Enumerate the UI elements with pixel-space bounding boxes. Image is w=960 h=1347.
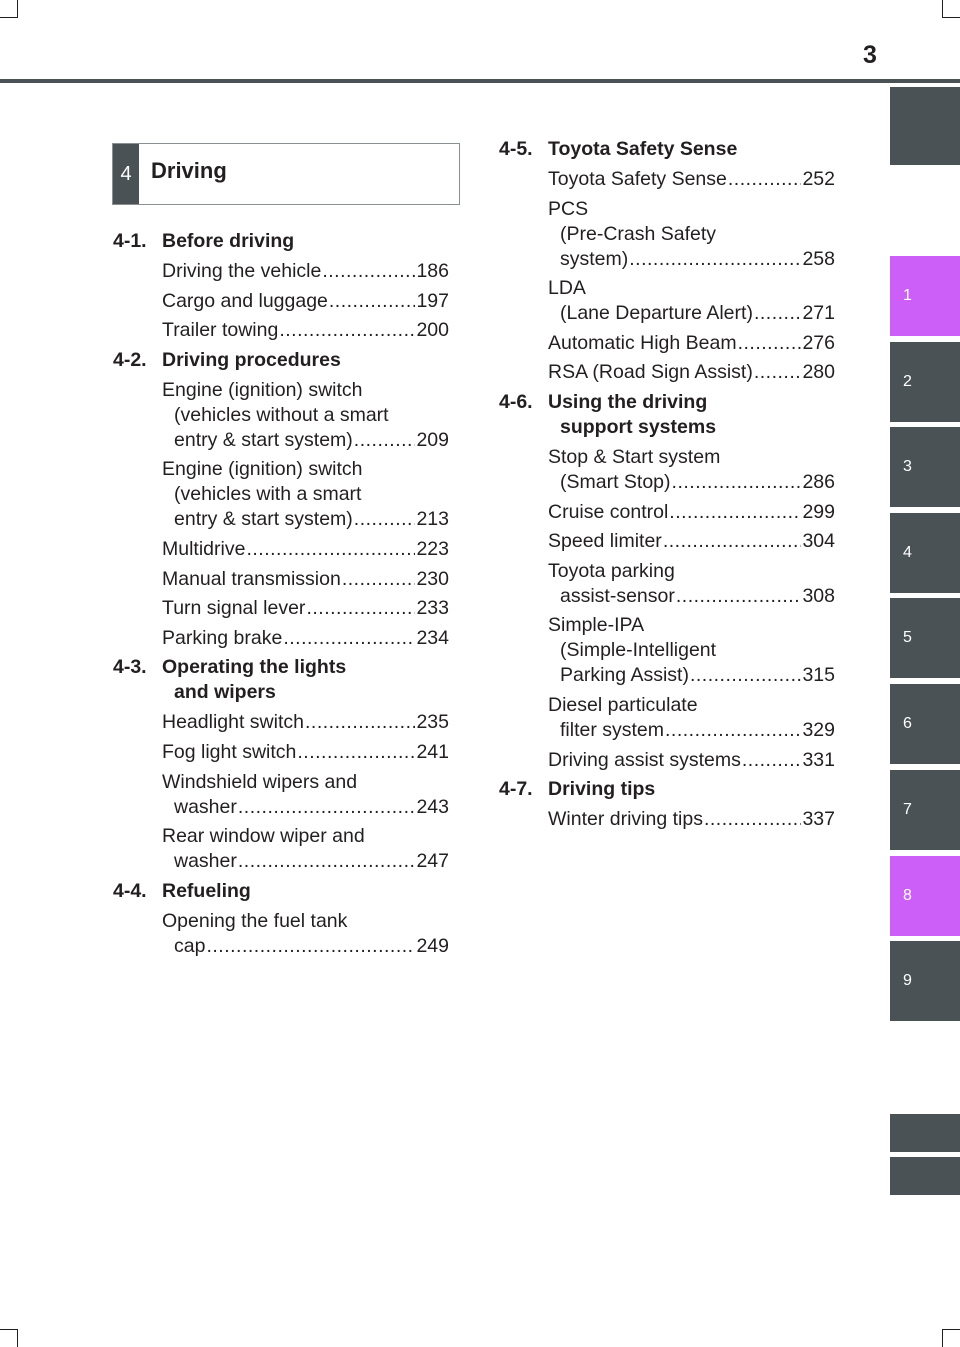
toc-entry-text: entry & start system)	[174, 428, 353, 451]
toc-entry[interactable]	[548, 529, 835, 554]
crop-mark	[0, 17, 18, 18]
toc-entry-text: Driving the vehicle	[162, 260, 322, 282]
toc-group	[113, 879, 449, 959]
toc-group-title	[162, 879, 449, 904]
toc-group-heading[interactable]	[113, 229, 449, 254]
dot-leader	[728, 167, 802, 192]
toc-entry-text: Rear window wiper and	[162, 825, 365, 848]
dot-leader	[342, 567, 416, 592]
chapter-tab-7[interactable]: 7	[890, 770, 960, 850]
dot-leader	[305, 710, 415, 735]
dot-leader	[279, 318, 415, 343]
toc-entry[interactable]	[162, 378, 449, 453]
toc-entry[interactable]	[162, 824, 449, 874]
toc-group	[499, 137, 835, 385]
toc-group-number: 4-6.	[499, 390, 533, 413]
toc-entry[interactable]	[548, 445, 835, 495]
toc-entry-text: Windshield wipers and	[162, 770, 358, 793]
toc-entry-text: Speed limiter	[548, 530, 662, 553]
dot-leader	[238, 795, 416, 820]
chapter-tab-4[interactable]: 4	[890, 513, 960, 593]
dot-leader	[676, 584, 802, 609]
toc-entry-page: 337	[802, 808, 835, 831]
dot-leader	[283, 626, 415, 651]
toc-entry-text: Turn signal lever	[162, 597, 306, 620]
chapter-tab-blank[interactable]	[890, 87, 960, 165]
toc-entry-page: 308	[802, 584, 835, 607]
toc-group-title	[548, 777, 835, 802]
toc-group-heading[interactable]	[499, 777, 835, 802]
crop-mark	[17, 0, 18, 18]
dot-leader	[742, 748, 802, 773]
dot-leader	[672, 470, 802, 495]
toc-entry[interactable]	[162, 567, 449, 592]
toc-group-title	[548, 390, 835, 440]
toc-group-heading[interactable]	[499, 137, 835, 162]
toc-entry[interactable]	[162, 710, 449, 735]
toc-group-heading[interactable]	[499, 390, 835, 440]
dot-leader	[329, 289, 416, 314]
toc-group-title-line: Refueling	[162, 879, 251, 902]
toc-group-title-line: Driving tips	[548, 778, 656, 801]
toc-entry[interactable]	[162, 626, 449, 651]
toc-entry-text: (vehicles with a smart	[174, 483, 362, 506]
toc-entry-text: Parking brake	[162, 626, 283, 649]
toc-entry-text: PCS	[548, 197, 589, 220]
toc-entry-page: 235	[416, 711, 449, 734]
toc-entry-text: (Simple-Intelligent	[560, 639, 717, 662]
chapter-tab-blank[interactable]	[890, 1157, 960, 1195]
toc-entry[interactable]	[548, 360, 835, 385]
dot-leader	[663, 529, 802, 554]
toc-entry-text: Cargo and luggage	[162, 289, 328, 312]
page-number: 3	[863, 41, 877, 69]
toc-entry-page: 280	[802, 361, 835, 384]
crop-mark	[942, 17, 960, 18]
toc-entry-text: (Pre-Crash Safety	[560, 222, 717, 245]
toc-entry[interactable]	[548, 331, 835, 356]
dot-leader	[206, 934, 415, 959]
toc-entry-text: (Lane Departure Alert)	[560, 302, 753, 325]
toc-group-title-line: and wipers	[174, 681, 276, 704]
crop-mark	[942, 0, 943, 18]
crop-mark	[0, 1329, 18, 1330]
toc-group-number: 4-7.	[499, 778, 533, 801]
toc-group	[499, 777, 835, 832]
toc-entry-text: Winter driving tips	[548, 808, 703, 831]
toc-entry[interactable]	[162, 909, 449, 959]
section-number: 4	[113, 144, 139, 204]
chapter-tab-blank[interactable]	[890, 1114, 960, 1152]
toc-entry-text: Automatic High Beam	[548, 331, 737, 354]
header-rule	[0, 79, 960, 83]
chapter-tab-2[interactable]: 2	[890, 342, 960, 422]
crop-mark	[942, 1329, 943, 1347]
toc-entry[interactable]	[548, 559, 835, 609]
toc-entry-page: 247	[416, 850, 449, 873]
toc-entry-page: 249	[416, 934, 449, 957]
toc-entry-page: 329	[802, 718, 835, 741]
toc-entry[interactable]	[548, 167, 835, 192]
toc-entry-text: cap	[174, 934, 206, 957]
toc-entry[interactable]	[162, 740, 449, 765]
toc-group-title-line: support systems	[560, 415, 717, 438]
chapter-tab-1[interactable]: 1	[890, 256, 960, 336]
toc-entry-page: 223	[416, 537, 449, 560]
toc-entry-page: 234	[416, 626, 449, 649]
dot-leader	[246, 537, 415, 562]
toc-entry-text: (vehicles without a smart	[174, 403, 389, 426]
toc-entry-text: Toyota Safety Sense	[548, 168, 727, 190]
toc-entry-text: system)	[560, 247, 629, 270]
toc-entry-page: 258	[802, 247, 835, 270]
dot-leader	[665, 718, 801, 743]
section-heading	[112, 143, 460, 205]
toc-entry-text: (Smart Stop)	[560, 470, 671, 493]
toc-entry-text: Fog light switch	[162, 740, 297, 763]
toc-entry-page: 241	[416, 740, 449, 763]
toc-entry[interactable]	[162, 457, 449, 532]
toc-entry[interactable]	[162, 318, 449, 343]
toc-entry-page: 252	[802, 168, 835, 190]
toc-entry-page: 186	[416, 260, 449, 282]
chapter-tab-5[interactable]: 5	[890, 598, 960, 678]
toc-entry-text: RSA (Road Sign Assist)	[548, 361, 753, 384]
toc-entry[interactable]	[162, 537, 449, 562]
toc-group-title-line: Toyota Safety Sense	[548, 138, 738, 160]
toc-entry-text: Opening the fuel tank	[162, 909, 348, 932]
toc-group-number: 4-4.	[113, 879, 147, 902]
toc-entry-text: Diesel particulate	[548, 693, 698, 716]
toc-group-title	[162, 348, 449, 373]
toc-group	[113, 348, 449, 651]
toc-group-title-line: Driving procedures	[162, 348, 341, 371]
toc-group-heading[interactable]	[113, 348, 449, 373]
toc-entry-text: washer	[174, 850, 237, 873]
dot-leader	[322, 259, 415, 284]
toc-entry-page: 197	[416, 289, 449, 312]
dot-leader	[704, 807, 801, 832]
toc-entry[interactable]	[548, 276, 835, 326]
dot-leader	[306, 596, 415, 621]
dot-leader	[754, 360, 802, 385]
toc-entry-text: Manual transmission	[162, 567, 341, 590]
toc-group-title-line: Using the driving	[548, 390, 708, 413]
toc-entry[interactable]	[548, 613, 835, 688]
toc-entry-text: filter system	[560, 718, 665, 741]
toc-entry-page: 209	[416, 428, 449, 451]
toc-entry-page: 315	[802, 664, 835, 687]
dot-leader	[738, 331, 802, 356]
toc-entry-text: Multidrive	[162, 537, 246, 560]
chapter-tab-8[interactable]: 8	[890, 856, 960, 936]
toc-entry-page: 243	[416, 795, 449, 818]
toc-group	[499, 390, 835, 773]
toc-column-right	[499, 137, 835, 837]
toc-group-number: 4-5.	[499, 138, 533, 160]
toc-entry-page: 304	[802, 530, 835, 553]
toc-entry-text: Stop & Start system	[548, 445, 721, 468]
toc-group-number: 4-3.	[113, 656, 147, 679]
toc-group	[113, 655, 449, 874]
toc-entry-page: 200	[416, 319, 449, 342]
toc-entry[interactable]	[548, 693, 835, 743]
toc-entry-page: 299	[802, 500, 835, 523]
toc-group-number: 4-1.	[113, 230, 147, 252]
toc-entry[interactable]	[162, 259, 449, 284]
dot-leader	[297, 740, 415, 765]
chapter-tab-3[interactable]: 3	[890, 427, 960, 507]
toc-entry[interactable]	[548, 197, 835, 272]
toc-entry[interactable]	[162, 770, 449, 820]
toc-column-left	[113, 229, 449, 963]
toc-entry-text: Engine (ignition) switch	[162, 458, 363, 481]
toc-group-title	[162, 655, 449, 705]
toc-entry-text: Toyota parking	[548, 559, 675, 582]
toc-entry-text: Parking Assist)	[560, 664, 689, 687]
toc-group-title-line: Operating the lights	[162, 656, 347, 679]
toc-entry-text: Trailer towing	[162, 319, 279, 342]
dot-leader	[669, 500, 801, 525]
dot-leader	[354, 507, 416, 532]
toc-group-title	[162, 229, 449, 254]
toc-entry[interactable]	[548, 807, 835, 832]
toc-group-heading[interactable]	[113, 879, 449, 904]
chapter-tab-9[interactable]: 9	[890, 941, 960, 1021]
toc-group	[113, 229, 449, 343]
toc-entry-page: 286	[802, 470, 835, 493]
toc-entry-page: 276	[802, 331, 835, 354]
toc-entry-text: Headlight switch	[162, 711, 304, 734]
crop-mark	[942, 1329, 960, 1330]
toc-entry-text: assist-sensor	[560, 584, 675, 607]
dot-leader	[629, 247, 801, 272]
toc-group-title	[548, 137, 835, 162]
toc-entry-page: 230	[416, 567, 449, 590]
toc-entry-text: washer	[174, 795, 237, 818]
toc-entry-page: 233	[416, 597, 449, 620]
toc-group-title-line: Before driving	[162, 230, 295, 252]
toc-entry[interactable]	[548, 500, 835, 525]
toc-entry[interactable]	[548, 748, 835, 773]
toc-entry-text: Cruise control	[548, 500, 669, 523]
dot-leader	[238, 849, 416, 874]
toc-entry-text: Engine (ignition) switch	[162, 378, 363, 401]
toc-group-number: 4-2.	[113, 348, 147, 371]
section-title: Driving	[151, 158, 227, 183]
dot-leader	[754, 301, 802, 326]
toc-entry-page: 213	[416, 508, 449, 531]
toc-entry[interactable]	[162, 596, 449, 621]
toc-entry-text: Driving assist systems	[548, 748, 741, 771]
dot-leader	[690, 663, 801, 688]
toc-entry-page: 271	[802, 302, 835, 325]
dot-leader	[354, 428, 416, 453]
toc-entry-text: Simple-IPA	[548, 614, 645, 637]
toc-entry[interactable]	[162, 289, 449, 314]
toc-entry-page: 331	[802, 748, 835, 771]
toc-group-heading[interactable]	[113, 655, 449, 705]
toc-entry-text: entry & start system)	[174, 508, 353, 531]
crop-mark	[17, 1329, 18, 1347]
chapter-tab-6[interactable]: 6	[890, 684, 960, 764]
toc-entry-text: LDA	[548, 277, 586, 300]
